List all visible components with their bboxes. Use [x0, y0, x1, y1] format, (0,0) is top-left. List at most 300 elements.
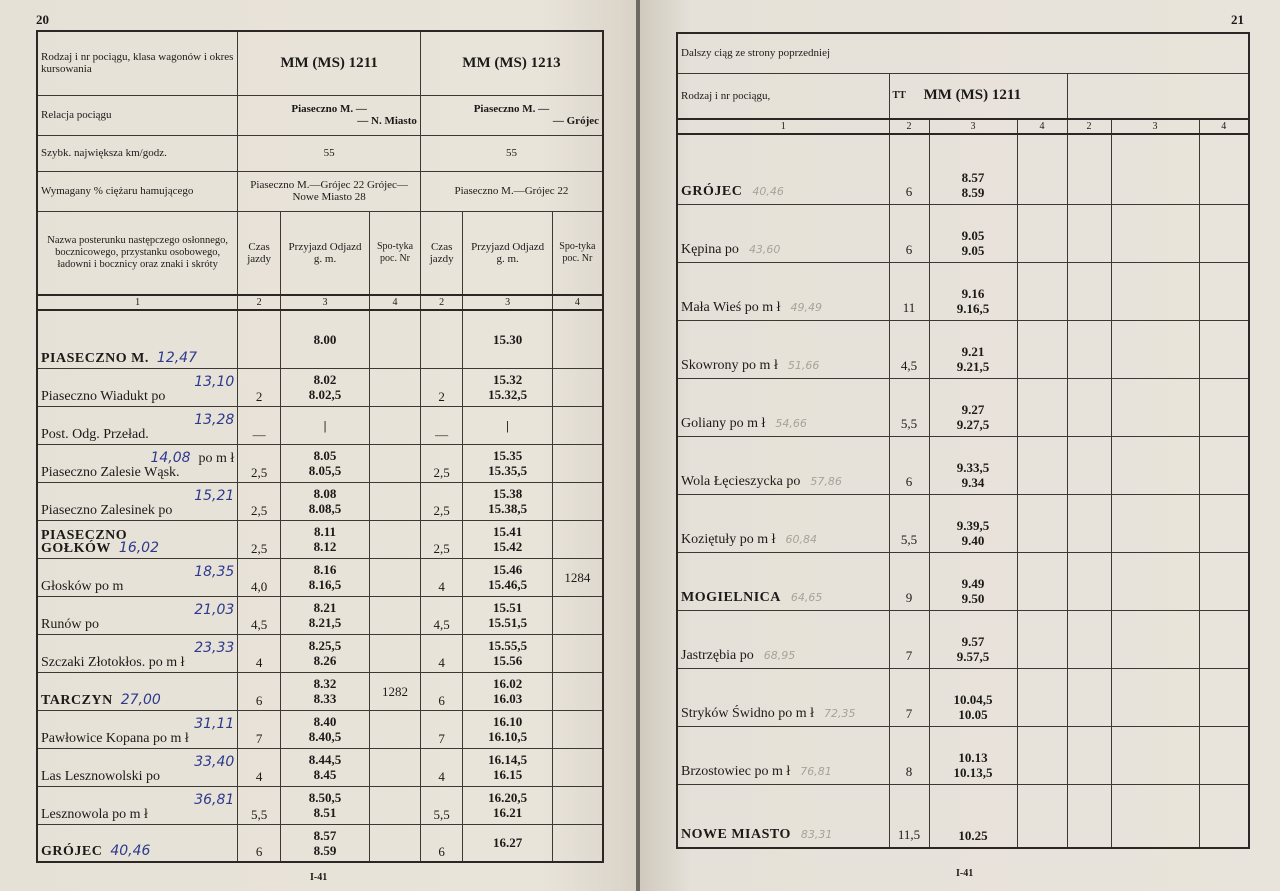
- arrival-time: 15.51: [492, 600, 523, 615]
- train-name: MM (MS) 1211: [923, 87, 1022, 104]
- km-handwritten: 72,35: [824, 706, 856, 720]
- station-cell: [37, 634, 238, 672]
- meets-train: [370, 558, 421, 596]
- arrival-time: 8.57: [313, 827, 337, 843]
- table-row: [37, 748, 603, 786]
- col-num: 4: [552, 295, 603, 310]
- departure-time: 9.40: [961, 532, 985, 548]
- station-line: [41, 691, 234, 708]
- km-line: [41, 755, 234, 770]
- arr-dep-times: [280, 310, 369, 368]
- arr-dep-times: [280, 520, 369, 558]
- train-1-brake: Piaseczno M.—Grójec 22 Grójec—Nowe Miasto 28: [238, 171, 421, 211]
- empty-cell: [1067, 378, 1111, 436]
- travel-time: 7: [238, 710, 281, 748]
- travel-time: 4: [420, 558, 463, 596]
- speed-label: Szybk. największa km/godz.: [37, 135, 238, 171]
- station-line: [41, 349, 234, 366]
- empty-cell: [1111, 378, 1199, 436]
- arrival-time: 15.38: [492, 486, 523, 501]
- empty-cell: [1067, 204, 1111, 262]
- empty-cell: [1111, 552, 1199, 610]
- departure-time: 8.59: [961, 184, 985, 200]
- departure-time: 16.03: [492, 691, 523, 706]
- km-handwritten: 57,86: [810, 474, 842, 488]
- departure-time: 8.59: [313, 842, 337, 858]
- empty-cell: [1017, 320, 1067, 378]
- station-name: GRÓJEC: [681, 183, 743, 199]
- col-num: 1: [37, 295, 238, 310]
- empty-cell: [1199, 610, 1249, 668]
- station-cell: [677, 204, 889, 262]
- table-row: [37, 710, 603, 748]
- travel-time: 4,5: [889, 320, 929, 378]
- train-2-speed: 55: [420, 135, 603, 171]
- train-2-brake: Piaseczno M.—Grójec 22: [420, 171, 603, 211]
- station-name: Piaseczno Wiadukt po: [41, 388, 166, 404]
- station-line: [41, 529, 234, 555]
- km-handwritten: 76,81: [800, 764, 832, 778]
- arr-dep-times: [929, 726, 1017, 784]
- table-row: [677, 552, 1249, 610]
- table-row: [677, 726, 1249, 784]
- km-line: [41, 793, 234, 808]
- right-timetable: [676, 32, 1250, 849]
- arrival-time: 8.21: [313, 600, 337, 615]
- relation-from: Piaseczno M. —: [291, 103, 367, 115]
- arr-dep-times: [929, 378, 1017, 436]
- station-name: Las Lesznowolski po: [41, 768, 160, 784]
- km-handwritten: 49,49: [790, 300, 822, 314]
- empty-cell: [1111, 436, 1199, 494]
- table-row: [37, 672, 603, 710]
- meets-train: [552, 368, 603, 406]
- travel-time: 4: [420, 634, 463, 672]
- km-handwritten: 13,10: [194, 373, 235, 390]
- station-cell: [37, 406, 238, 444]
- arrival-time: 15.55,5: [488, 638, 528, 653]
- arrival-time: 8.08: [313, 486, 337, 501]
- empty-cell: [1017, 668, 1067, 726]
- meets-train: [552, 748, 603, 786]
- empty-cell: [1017, 494, 1067, 552]
- arr-dep-times: [463, 558, 552, 596]
- station-cell: [37, 824, 238, 862]
- arrival-time: 8.05: [313, 448, 337, 463]
- left-timetable-body: [37, 310, 603, 862]
- table-row: [677, 320, 1249, 378]
- meets-train: [370, 444, 421, 482]
- km-handwritten: 14,08: [150, 449, 191, 466]
- station-name: Skowrony po m ł: [681, 357, 778, 373]
- empty-train-cell: [1067, 73, 1249, 119]
- station-cell: [37, 710, 238, 748]
- empty-cell: [1111, 320, 1199, 378]
- arrival-time: 8.02: [313, 372, 337, 387]
- departure-time: 8.26: [313, 653, 337, 668]
- km-handwritten: 16,02: [118, 539, 159, 556]
- col-num: 3: [1111, 119, 1199, 134]
- table-row: [677, 668, 1249, 726]
- departure-time: 8.02,5: [308, 387, 342, 402]
- meets-train: [370, 748, 421, 786]
- arrival-time: 16.10: [492, 714, 523, 729]
- travel-time: 7: [889, 668, 929, 726]
- departure-time: 16.10,5: [488, 729, 528, 744]
- station-name: Głosków po m: [41, 578, 124, 594]
- brake-label: Wymagany % ciężaru hamującego: [37, 171, 238, 211]
- col-num: 2: [889, 119, 929, 134]
- departure-time: 8.05,5: [308, 463, 342, 478]
- meets-train: [552, 406, 603, 444]
- empty-cell: [1017, 726, 1067, 784]
- station-cell: [677, 436, 889, 494]
- departure-time: 15.38,5: [488, 501, 528, 516]
- arrival-time: 10.13: [958, 749, 988, 765]
- empty-cell: [1199, 784, 1249, 848]
- departure-time: 8.21,5: [308, 615, 342, 630]
- table-row: [677, 494, 1249, 552]
- empty-cell: [1199, 552, 1249, 610]
- station-cell: [677, 610, 889, 668]
- station-cell: [677, 552, 889, 610]
- right-timetable-body: [677, 134, 1249, 848]
- km-handwritten: 54,66: [775, 416, 807, 430]
- station-cell: [37, 596, 238, 634]
- station-name: Piaseczno Zalesie Wąsk.: [41, 464, 180, 480]
- meets-train: [552, 634, 603, 672]
- empty-cell: [1111, 784, 1199, 848]
- continued-label: Dalszy ciąg ze strony poprzedniej: [677, 33, 1249, 73]
- relation-to: — Grójec: [552, 115, 599, 127]
- table-row: [677, 378, 1249, 436]
- station-name: Post. Odg. Przeład.: [41, 426, 149, 442]
- station-cell: [677, 320, 889, 378]
- arr-dep-times: [929, 668, 1017, 726]
- station-cell: [37, 482, 238, 520]
- arr-dep-times: [463, 824, 552, 862]
- arrival-time: 15.46: [492, 562, 523, 577]
- departure-time: |: [323, 417, 327, 433]
- arrival-time: 16.20,5: [488, 790, 528, 805]
- empty-cell: [1067, 320, 1111, 378]
- empty-cell: [1199, 134, 1249, 204]
- arrival-time: 8.16: [313, 562, 337, 577]
- departure-time: 8.08,5: [308, 501, 342, 516]
- arr-dep-times: [463, 444, 552, 482]
- departure-time: 16.15: [492, 767, 523, 782]
- empty-cell: [1017, 134, 1067, 204]
- km-handwritten: 27,00: [120, 691, 161, 708]
- departure-time: 15.32,5: [488, 387, 528, 402]
- arrival-time: 15.32: [492, 372, 523, 387]
- meets-train: 1284: [552, 558, 603, 596]
- train-1-relation: [238, 95, 421, 135]
- col-num: 4: [1017, 119, 1067, 134]
- departure-time: 10.25: [958, 828, 988, 843]
- station-name: Koziętuły po m ł: [681, 531, 776, 547]
- travel-time: 2,5: [420, 482, 463, 520]
- meets-train: [552, 786, 603, 824]
- train-type-label: Rodzaj i nr pociągu, klasa wagonów i okres kursowania: [37, 31, 238, 95]
- departure-time: |: [506, 417, 510, 433]
- travel-time: 2,5: [238, 520, 281, 558]
- empty-cell: [1199, 726, 1249, 784]
- departure-time: 16.27: [492, 835, 523, 851]
- empty-cell: [1067, 726, 1111, 784]
- arrival-time: 15.35: [492, 448, 523, 463]
- table-row: [677, 204, 1249, 262]
- arr-dep-times: [463, 672, 552, 710]
- departure-time: 10.13,5: [953, 764, 993, 780]
- arr-dep-times: [463, 786, 552, 824]
- empty-cell: [1111, 726, 1199, 784]
- meets-train: [552, 482, 603, 520]
- meets-train: [552, 824, 603, 862]
- arr-dep-times: [280, 634, 369, 672]
- meets-train: [370, 310, 421, 368]
- arr-dep-times: [280, 824, 369, 862]
- station-cell: [677, 262, 889, 320]
- table-row: [677, 610, 1249, 668]
- empty-cell: [1067, 436, 1111, 494]
- table-row: [677, 134, 1249, 204]
- arrival-time: 16.14,5: [488, 752, 528, 767]
- meets-train: [552, 520, 603, 558]
- table-row: [37, 786, 603, 824]
- relation-from: Piaseczno M. —: [473, 103, 550, 115]
- station-cell: [677, 668, 889, 726]
- departure-time: 9.21,5: [956, 358, 990, 374]
- empty-cell: [1017, 552, 1067, 610]
- arrival-time: 9.49: [961, 575, 985, 591]
- arr-dep-times: [280, 596, 369, 634]
- page-number: 21: [1231, 12, 1244, 27]
- travel-time: 4,5: [238, 596, 281, 634]
- empty-cell: [1111, 668, 1199, 726]
- empty-cell: [1067, 610, 1111, 668]
- travel-time: 7: [420, 710, 463, 748]
- departure-time: 15.56: [492, 653, 523, 668]
- spotyka-label: Spo-tyka poc. Nr: [370, 211, 421, 295]
- relation-to: — N. Miasto: [357, 115, 417, 127]
- travel-time: 5,5: [889, 494, 929, 552]
- arrival-time: 9.39,5: [956, 517, 990, 533]
- arrival-time: 8.32: [313, 676, 337, 691]
- station-name: GRÓJEC: [41, 844, 103, 859]
- arr-dep-times: [463, 482, 552, 520]
- km-handwritten: 21,03: [194, 601, 235, 618]
- station-name: Jastrzębia po: [681, 647, 754, 663]
- station-cell: [677, 726, 889, 784]
- arr-dep-times: [463, 634, 552, 672]
- arr-dep-times: [280, 482, 369, 520]
- station-name: Stryków Świdno po m ł: [681, 705, 815, 721]
- empty-cell: [1017, 378, 1067, 436]
- empty-cell: [1067, 134, 1111, 204]
- km-handwritten: 40,46: [110, 843, 151, 859]
- meets-train: [370, 596, 421, 634]
- station-name: Runów po: [41, 616, 99, 632]
- train-name-cell: [889, 73, 1067, 119]
- empty-cell: [1199, 494, 1249, 552]
- arr-dep-times: [929, 436, 1017, 494]
- meets-train: [370, 368, 421, 406]
- meets-train: [370, 482, 421, 520]
- arr-dep-times: [280, 786, 369, 824]
- travel-time: 2,5: [420, 444, 463, 482]
- arrival-time: 9.33,5: [956, 459, 990, 475]
- empty-cell: [1067, 494, 1111, 552]
- arrival-time: 9.21: [961, 343, 985, 359]
- km-handwritten: 43,60: [748, 242, 781, 256]
- train-2-relation: [420, 95, 603, 135]
- travel-time: 11: [889, 262, 929, 320]
- station-cell: [37, 368, 238, 406]
- meets-train: [370, 824, 421, 862]
- spotyka-label: Spo-tyka poc. Nr: [552, 211, 603, 295]
- travel-time: 11,5: [889, 784, 929, 848]
- empty-cell: [1199, 204, 1249, 262]
- col-num: 3: [463, 295, 552, 310]
- departure-time: 15.46,5: [488, 577, 528, 592]
- travel-time: 9: [889, 552, 929, 610]
- train-type-label: Rodzaj i nr pociągu,: [677, 73, 889, 119]
- km-line: [41, 565, 234, 580]
- travel-time: 4: [238, 748, 281, 786]
- arr-dep-times: [929, 320, 1017, 378]
- arrival-time: 16.02: [492, 676, 523, 691]
- station-line: [41, 845, 234, 858]
- page-number: 20: [36, 12, 49, 27]
- travel-time: 5,5: [238, 786, 281, 824]
- travel-time: 4: [238, 634, 281, 672]
- station-name: Lesznowola po m ł: [41, 806, 148, 822]
- table-row: [37, 596, 603, 634]
- station-cell: [37, 444, 238, 482]
- travel-time: 6: [420, 824, 463, 862]
- empty-cell: [1199, 436, 1249, 494]
- arr-dep-times: [929, 134, 1017, 204]
- table-row: [677, 436, 1249, 494]
- station-name: Wola Łęcieszycka po: [681, 473, 801, 489]
- arr-dep-times: [463, 406, 552, 444]
- empty-cell: [1067, 552, 1111, 610]
- station-cell: [677, 378, 889, 436]
- arr-dep-times: [280, 368, 369, 406]
- table-row: [37, 406, 603, 444]
- departure-time: 15.42: [492, 539, 523, 554]
- table-row: [37, 558, 603, 596]
- page-signature: I-41: [956, 868, 974, 879]
- departure-time: 16.21: [492, 805, 523, 820]
- arr-dep-times: [280, 406, 369, 444]
- arr-dep-times: [280, 672, 369, 710]
- travel-time: 6: [889, 436, 929, 494]
- arr-dep-times: [929, 610, 1017, 668]
- column-numbers: [677, 119, 1249, 134]
- km-line: [41, 641, 234, 656]
- station-name: TARCZYN: [41, 692, 113, 708]
- empty-cell: [1017, 262, 1067, 320]
- station-name: MOGIELNICA: [681, 589, 781, 605]
- arr-dep-times: [463, 748, 552, 786]
- meets-train: [552, 710, 603, 748]
- table-row: [37, 310, 603, 368]
- meets-train: [370, 786, 421, 824]
- left-page: [0, 0, 636, 891]
- arrival-time: 8.50,5: [308, 790, 342, 805]
- table-row: [37, 482, 603, 520]
- empty-cell: [1017, 436, 1067, 494]
- meets-train: 1282: [370, 672, 421, 710]
- station-cell: [677, 134, 889, 204]
- table-row: [37, 444, 603, 482]
- meets-train: [552, 310, 603, 368]
- travel-time: 6: [238, 824, 281, 862]
- arrival-time: 10.04,5: [953, 691, 993, 707]
- station-name: NOWE MIASTO: [681, 827, 791, 842]
- arr-dep-times: [463, 710, 552, 748]
- travel-time: 6: [889, 204, 929, 262]
- travel-time: —: [238, 406, 281, 444]
- departure-time: 10.05: [958, 706, 988, 722]
- station-name: Piaseczno Zalesinek po: [41, 502, 173, 518]
- arr-dep-times: [929, 552, 1017, 610]
- km-handwritten: 15,21: [194, 487, 235, 504]
- empty-cell: [1067, 784, 1111, 848]
- travel-time: —: [420, 406, 463, 444]
- travel-time: 2,5: [238, 482, 281, 520]
- col-num: 3: [280, 295, 369, 310]
- train-2-name: MM (MS) 1213: [420, 31, 603, 95]
- arr-dep-times: [463, 310, 552, 368]
- km-line: [41, 375, 234, 390]
- empty-cell: [1199, 320, 1249, 378]
- empty-cell: [1111, 494, 1199, 552]
- departure-time: 8.16,5: [308, 577, 342, 592]
- station-cell: [677, 494, 889, 552]
- arr-dep-times: [929, 494, 1017, 552]
- km-handwritten: 33,40: [194, 753, 235, 770]
- departure-time: 9.27,5: [956, 416, 990, 432]
- arrival-time: 9.05: [961, 227, 985, 243]
- station-cell: [37, 520, 238, 558]
- arrival-time: 8.57: [961, 169, 985, 185]
- arr-dep-times: [280, 444, 369, 482]
- station-name: Mała Wieś po m ł: [681, 299, 781, 315]
- km-line: [41, 451, 234, 466]
- arr-dep-times: [463, 596, 552, 634]
- departure-time: 8.12: [313, 539, 337, 554]
- meets-train: [370, 406, 421, 444]
- arrival-time: 8.40: [313, 714, 337, 729]
- arrival-time: 15.41: [492, 524, 523, 539]
- arr-dep-times: [280, 748, 369, 786]
- arr-dep-times: [280, 710, 369, 748]
- km-handwritten: 18,35: [194, 563, 235, 580]
- station-name: Brzostowiec po m ł: [681, 763, 791, 779]
- travel-time: 2,5: [238, 444, 281, 482]
- travel-time: 7: [889, 610, 929, 668]
- empty-cell: [1199, 668, 1249, 726]
- empty-cell: [1111, 204, 1199, 262]
- departure-time: 9.34: [961, 474, 985, 490]
- station-name: PIASECZNO M.: [41, 350, 149, 366]
- table-row: [37, 520, 603, 558]
- departure-time: 9.16,5: [956, 300, 990, 316]
- arr-dep-times: [280, 558, 369, 596]
